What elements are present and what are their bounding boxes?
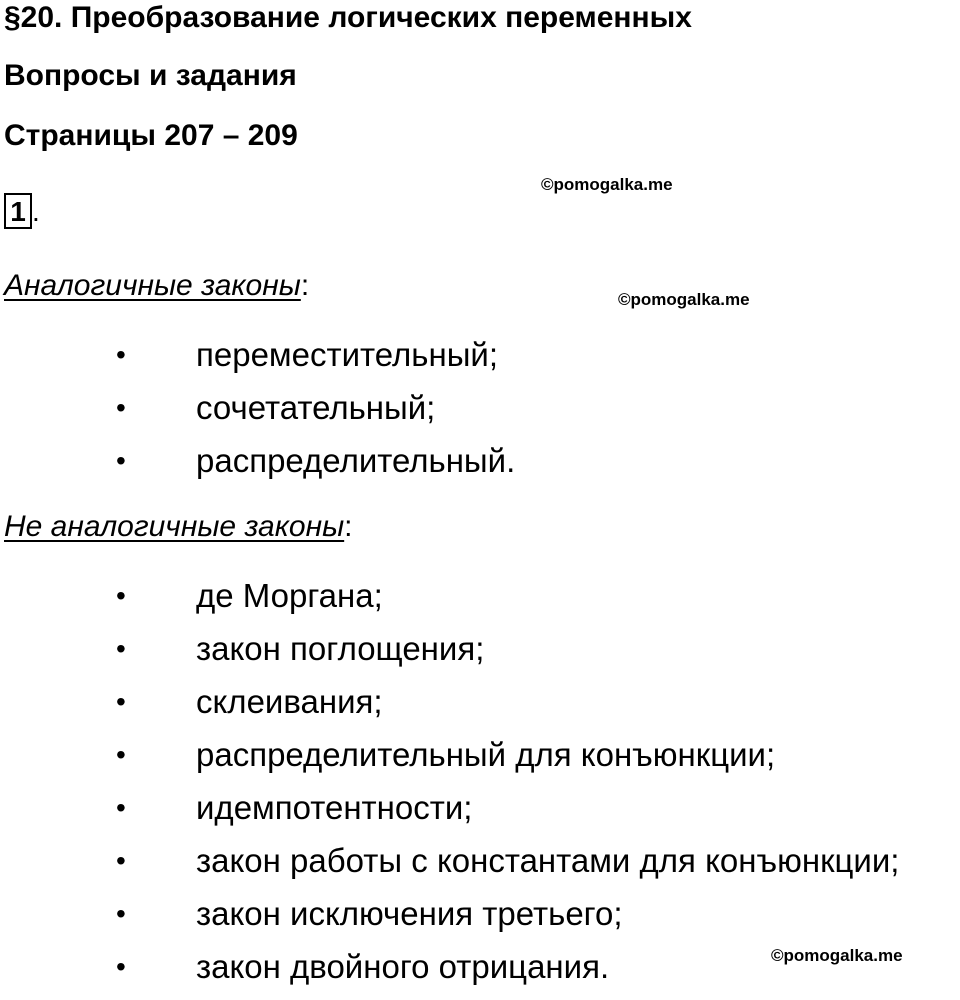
bullet-icon: • <box>116 951 126 982</box>
watermark: ©pomogalka.me <box>771 946 903 965</box>
section-heading-colon: : <box>344 510 353 543</box>
bullet-icon: • <box>116 686 126 717</box>
bullet-icon: • <box>116 580 126 611</box>
list-item-text: де Моргана; <box>196 577 383 614</box>
watermark: ©pomogalka.me <box>541 175 673 194</box>
watermark: ©pomogalka.me <box>618 290 750 309</box>
list-item-text: распределительный для конъюнкции; <box>196 736 776 773</box>
section-heading-analogous <box>4 268 309 304</box>
section-heading-text: Аналогичные законы <box>4 269 301 302</box>
list-item-text: закон исключения третьего; <box>196 895 623 932</box>
list-item-text: идемпотентности; <box>196 789 473 826</box>
list-item-text: закон поглощения; <box>196 630 485 667</box>
list-item-text: переместительный; <box>196 336 499 373</box>
task-number-dot: . <box>32 196 40 227</box>
pages-range: Страницы 207 – 209 <box>4 119 298 152</box>
task-number <box>4 191 40 229</box>
bullet-icon: • <box>116 792 126 823</box>
bullet-icon: • <box>116 845 126 876</box>
page-subtitle: Вопросы и задания <box>4 59 297 92</box>
section-heading-text: Не аналогичные законы <box>4 510 345 543</box>
section-heading-colon: : <box>300 269 310 302</box>
list-item-text: распределительный. <box>196 442 516 479</box>
bullet-icon: • <box>116 898 126 929</box>
list-item-text: закон двойного отрицания. <box>196 948 610 985</box>
list-item-text: закон работы с константами для конъюнкции; <box>196 842 900 879</box>
bullet-icon: • <box>116 739 126 770</box>
bullet-icon: • <box>116 633 126 664</box>
task-number-box: 1 <box>4 193 32 229</box>
list-item-text: сочетательный; <box>196 389 436 426</box>
bullet-icon: • <box>116 392 126 423</box>
bullet-icon: • <box>116 445 126 476</box>
section-heading-non-analogous <box>4 509 353 545</box>
page-title: §20. Преобразование логических переменных <box>4 1 692 34</box>
bullet-icon: • <box>116 339 126 370</box>
list-item-text: склеивания; <box>196 683 383 720</box>
